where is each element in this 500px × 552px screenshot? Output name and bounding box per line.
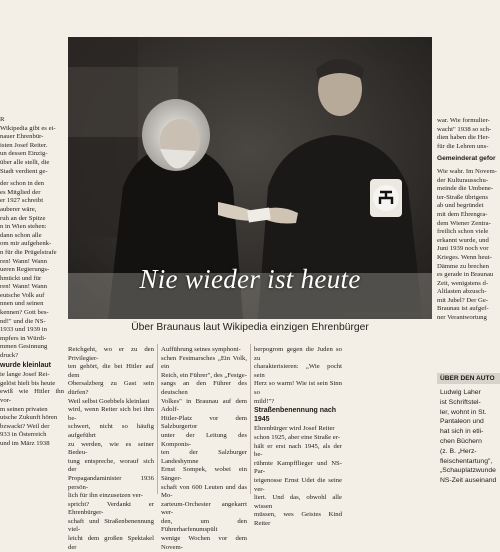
article-text-line: Juni 1939 noch vor <box>437 245 489 253</box>
article-text-line: Reich, ein Führer", des „Festge- <box>161 371 247 379</box>
article-text-line: nd!" und die NS- <box>0 317 46 325</box>
article-text-line: ie lange Josef Rei- <box>0 371 50 379</box>
article-text-line: mit Jubel? Der Ge- <box>437 296 489 304</box>
article-text-line: om mir aufgehenk- <box>0 240 52 248</box>
article-text-line: Altlasten abzusch- <box>437 288 487 296</box>
article-text-line: schon 1925, aber eine Straße er- <box>254 433 341 441</box>
article-text-line: charakterisieren: „Wie pocht sein <box>254 363 342 379</box>
column-right <box>437 117 500 357</box>
photo-credit: Fotos: ANNO/ÖNB/Neues Wiener Tagblatt, privat <box>339 311 430 316</box>
article-text-line: unter der Leitung des Komponis- <box>161 431 247 448</box>
article-text-line: ten gehört, die bei Hitler auf dem <box>68 363 154 379</box>
article-text-line: 1933 und 1939 in <box>0 326 47 334</box>
column-3 <box>161 346 247 551</box>
article-text-line: ner Verantwortung <box>437 314 487 322</box>
article-text-line: gelöst hielt bis heute <box>0 379 56 387</box>
article-text-line: meinde die Umbene- <box>437 185 494 193</box>
article-text-line: Stadt verdient ge- <box>0 167 48 175</box>
article-text-line: ten der Salzburger Landeshymne <box>161 449 247 465</box>
article-text-line: für die Lehren uns- <box>437 142 489 150</box>
article-text-line: m seinen privaten <box>0 405 48 413</box>
article-text-line: Wikipedia gibt es ei- <box>0 124 56 132</box>
article-text-line: dann schon alle <box>0 231 42 239</box>
article-text-line: auberer wäre, <box>0 205 37 213</box>
article-text-line: war. Wie formulier- <box>437 117 490 124</box>
article-text-line: wacht" 1938 so sch- <box>437 125 492 133</box>
article-text-line: ruh an der Spitze <box>0 214 46 222</box>
article-text-line: n für die Prügelstrafe <box>0 248 57 256</box>
author-box-line: hat sich in etli- <box>440 428 484 436</box>
column-4 <box>254 346 342 527</box>
article-text-line: Obersalzberg zu Gast sein dürfen? <box>68 380 154 396</box>
article-text-line: es gerade in Braunau <box>437 271 494 279</box>
article-text-line: zarteum-Orchester angekarrt wer- <box>161 500 247 517</box>
article-text-line: berpogrom gegen die Juden so zu <box>254 346 342 362</box>
article-text-line: schaft von 600 Leuten und das Mo- <box>161 483 247 500</box>
article-text-line: schwert, nicht so häufig aufgeführt <box>68 423 154 439</box>
article-text-line: ueren Regierungs- <box>0 266 50 274</box>
article-text-line: tung entspreche, worauf sich der <box>68 457 154 474</box>
article-text-line: n in Wien stehen: <box>0 223 47 231</box>
article-text-line: mpfers in Würdi- <box>0 334 47 342</box>
author-box-line: (z. B. „Herz- <box>440 447 477 455</box>
author-box-line: Ludwig Laher <box>440 389 481 396</box>
article-text-line: Hitler-Platz vor dem Salzburgertor <box>161 414 247 431</box>
article-text-line: druck? <box>0 352 19 360</box>
article-text-line: freilich schon viele <box>437 228 489 236</box>
article-text-line: mmen Gesinnung <box>0 343 48 351</box>
article-text-line: lich für ihn einzusetzen ver- <box>68 492 143 500</box>
article-text-line: nnen und seinen <box>0 300 44 308</box>
article-text-line: wird, wenn Reiter sich bei ihm be- <box>68 406 154 422</box>
article-text-line: rühmte Kampfflieger und NS-Par- <box>254 459 342 476</box>
article-text-line: es Mitglied der <box>0 188 41 196</box>
author-box-line: Pantaleon und <box>440 418 484 426</box>
article-text-line: Wie wahr. Im Novem- <box>437 167 497 175</box>
article-text-line: der schon in den <box>0 180 45 188</box>
article-text-line: bzwackt? Weil der <box>0 422 50 430</box>
article-text-line: un dessen Einzig- <box>0 150 48 158</box>
article-text-line: mild!"? <box>254 397 275 405</box>
article-text-line: hmückt und für <box>0 274 42 282</box>
article-text-line: 933 in Österreich <box>0 431 47 439</box>
article-text-line: er 1927 schreibt <box>0 197 44 205</box>
article-text-line: leicht dem großen Spektakel der <box>68 535 154 551</box>
article-text-line: schaft und Straßenbenennung viel- <box>68 517 154 534</box>
article-text-line: spricht? Verdankt er Ehrenbürger- <box>68 500 154 517</box>
article-text-line: ab und begründet <box>437 202 484 210</box>
column-2 <box>68 346 154 551</box>
article-text-line: müssen, wes Geistes Kind Reiter <box>254 511 342 527</box>
author-box-line: NS-Zeit auseinand <box>440 477 497 485</box>
article-text-line: liert. Und das, obwohl alle wissen <box>254 494 342 510</box>
author-box-line: „Schauplatzwunde <box>440 467 496 475</box>
article-text-line: und im März 1938 <box>0 439 50 447</box>
article-text-line: ren! Wann! Wann <box>0 257 47 265</box>
column-left <box>0 116 64 500</box>
article-text-line: hält er erst nach 1945, als der be- <box>254 442 342 459</box>
article-text-line: dien haben die Her- <box>437 134 490 142</box>
article-text-line: Braunau ist aufgef- <box>437 305 489 313</box>
photo-headline: Nie wieder ist heute <box>139 264 361 294</box>
article-text-line: R <box>0 116 5 123</box>
article-text-line: ter-Straße übrigens <box>437 193 488 201</box>
article-text-line: nauer Ehrenbür- <box>0 133 44 141</box>
article-text-line: Volkes" in Braunau auf dem Adolf- <box>161 397 247 414</box>
article-text-line: Gemeinderat gefor <box>437 155 496 163</box>
article-text-line: dem Wiener Zentra- <box>437 219 491 227</box>
article-text-line: sangs an den Führer des deutschen <box>161 380 247 396</box>
article-text-line: teigenosse Ernst Udet die seine ver- <box>254 476 342 493</box>
author-box-line: chen Büchern <box>440 437 482 445</box>
author-box-line: ler, wohnt in St. <box>440 408 487 416</box>
article-text-line: der Kulturausschu- <box>437 176 489 184</box>
author-box-body <box>437 388 500 500</box>
article-subheadline: Über Braunaus laut Wikipedia einzigen Ehrenbürger <box>131 322 369 333</box>
article-text-line: Krieges. Wenn heut- <box>437 253 492 261</box>
article-text-line: isten Josef Reiter. <box>0 141 48 149</box>
article-text-line: Herz so warm! Wie ist sein Sinn so <box>254 380 342 396</box>
article-text-line: Propagandaminister 1936 persön- <box>68 474 154 491</box>
article-text-line: mit dem Ehrengra- <box>437 210 488 218</box>
column-4-subheading: Straßenbenennung nach 1945 <box>254 407 337 423</box>
column-left-subheading: wurde kleinlaut <box>0 361 51 369</box>
article-text-line: kennen? Gott bes- <box>0 309 49 317</box>
article-text-line: zu werden, wie es seiner Bedeu- <box>68 440 154 457</box>
article-text-line: Reichgeht, wo er zu den Privilegier- <box>68 346 154 362</box>
article-text-line: erkannt wurde, und <box>437 236 489 244</box>
article-text-line: über alle stellt, die <box>0 158 50 166</box>
article-text-line: Aufführung seines symphoni- <box>161 346 241 353</box>
article-text-line: ewiß wie Hitler ihn vor- <box>0 388 64 404</box>
article-text-line: den, um den Führerharfenumspült <box>161 517 247 534</box>
article-text-line: Dämme zu brechen <box>437 262 489 270</box>
article-text-line: Weil selbst Goebbels kleinlaut <box>68 397 150 405</box>
author-box-line: fleischentartung", <box>440 457 493 465</box>
article-text-line: ren! Wann! Wann <box>0 283 47 291</box>
author-box-line: ist Schriftstel- <box>440 398 481 406</box>
article-text-line: Ernst Sompek, wobei ein Sänger- <box>161 466 247 482</box>
article-text-line: wenige Wochen vor dem Novem- <box>161 535 247 551</box>
article-text-line: utsche Zukunft hören <box>0 414 58 422</box>
article-text-line: schen Festmarsches „Ein Volk, ein <box>161 354 247 371</box>
article-text-line: Zeit, wenigstens d- <box>437 279 489 287</box>
article-text-line: eutsche Volk auf <box>0 291 45 299</box>
article-text-line: Ehrenbürger wird Josef Reiter <box>254 425 335 433</box>
author-box-heading: ÜBER DEN AUTO <box>437 373 500 384</box>
